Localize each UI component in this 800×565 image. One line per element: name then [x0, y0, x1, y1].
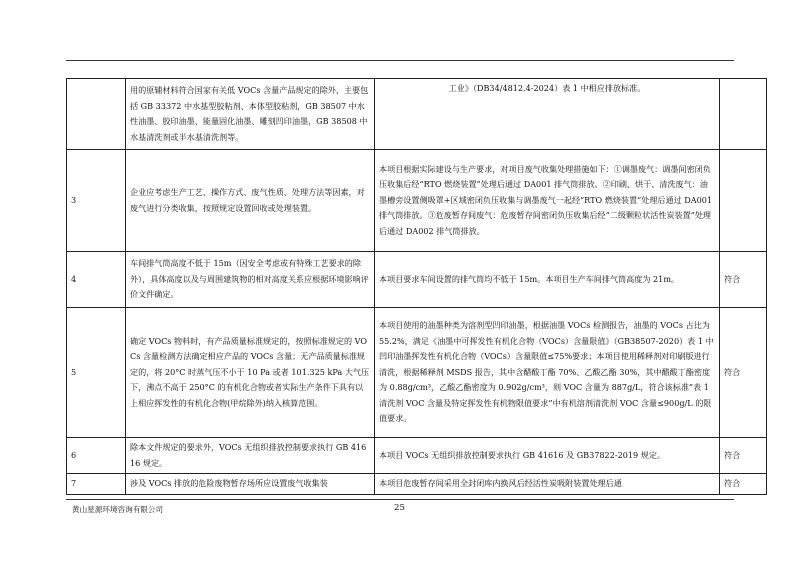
requirement-cell: 涉及 VOCs 排放的危险废物暂存场所应设置废气收集装 [126, 474, 375, 495]
requirement-cell: 企业应考虑生产工艺、操作方式、废气性质、处理方法等因素，对废气进行分类收集，按照规定设置回收或处理装置。 [126, 150, 375, 252]
requirement-cell: 车间排气筒高度不低于 15m（因安全考虑或有特殊工艺要求的除外），具体高度以及与周围建筑物的相对高度关系应根据环境影响评价文件确定。 [126, 252, 375, 308]
situation-cell: 本项目使用的油墨种类为溶剂型凹印油墨，根据油墨 VOCs 检测报告，油墨的 VOCs 占比为 55.2%，满足《油墨中可挥发性有机化合物（VOCs）含量限值》（GB38507-2020）表 1 中凹印油墨挥发性有机化合物（VOCs）含量限值≤75%要求；本项目使用稀释剂对印刷版进行清洗，根据稀释剂 MSDS 报告，其中含醋酸丁酯 70%、乙酸乙酯 30%，其中醋酸丁酯密度为 0.88g/cm³，乙酸乙酯密度为 0.902g/cm³，则 VOC 含量为 887g/L，符合该标准“表 1 清洗剂 VOC 含量及特定挥发性有机物限值要求”中有机溶剂清洗剂 VOC 含量≤900g/L 的限值要求。 [375, 308, 720, 438]
footer-company: 黄山星源环境咨询有限公司 [72, 505, 164, 514]
situation-cell: 本项目危废暂存间采用全封闭库内换风后经活性炭吸附装置处理后通 [375, 474, 720, 495]
table-row [67, 438, 767, 474]
row-number: 5 [67, 308, 126, 438]
table-row [67, 474, 767, 495]
result-cell: 符合 [720, 308, 767, 438]
row-number: 4 [67, 252, 126, 308]
table-row [67, 252, 767, 308]
situation-cell: 工业》（DB34/4812.4-2024）表 1 中相应排放标准。 [375, 79, 720, 150]
row-number: 6 [67, 438, 126, 474]
situation-cell: 本项目 VOCs 无组织排放控制要求执行 GB 41616 及 GB37822-2019 规定。 [375, 438, 720, 474]
requirement-cell: 除本文件规定的要求外，VOCs 无组织排放控制要求执行 GB 41616 规定。 [126, 438, 375, 474]
result-cell: 符合 [720, 474, 767, 495]
requirement-cell: 确定 VOCs 物料时，有产品质量标准规定的，按照标准规定的 VOCs 含量检测方法确定相应产品的 VOCs 含量；无产品质量标准规定的，将 20°C 时蒸气压不小于 10 Pa 或者 101.325 kPa 大气压下，沸点不高于 250°C 的有机化合物或者实际生产条件下具有以上相应挥发性的有机化合物(甲烷除外)纳入核算范围。 [126, 308, 375, 438]
table-row [67, 308, 767, 438]
result-cell [720, 150, 767, 252]
footer-rule [66, 499, 734, 500]
page-number: 25 [394, 503, 405, 513]
situation-cell: 本项目要求车间设置的排气筒均不低于 15m。本项目生产车间排气筒高度为 21m。 [375, 252, 720, 308]
table-row [67, 150, 767, 252]
table-row [67, 79, 767, 150]
row-number: 7 [67, 474, 126, 495]
situation-cell: 本项目根据实际建设与生产要求，对项目废气收集处理措施如下：①调墨废气：调墨间密闭负压收集后经“RTO 燃烧装置”处理后通过 DA001 排气筒排放。②印刷、烘干、清洗废气：油墨槽旁设置侧吸罩+区域密闭负压收集与调墨废气一起经“RTO 燃烧装置”处理后通过 DA001 排气筒排放。③危废暂存间废气：危废暂存间密闭负压收集后经“二级颗粒状活性炭装置”处理后通过 DA002 排气筒排放。 [375, 150, 720, 252]
result-cell: 符合 [720, 438, 767, 474]
header-rule [66, 60, 734, 61]
row-number [67, 79, 126, 150]
requirement-cell: 用的原辅材料符合国家有关低 VOCs 含量产品规定的除外，主要包括 GB 33372 中水基型胶粘剂、本体型胶粘剂，GB 38507 中水性油墨、胶印油墨、能量固化油墨、雕刻凹印油墨，GB 38508 中水基清洗剂或半水基清洗剂等。 [126, 79, 375, 150]
row-number: 3 [67, 150, 126, 252]
compliance-table [66, 78, 767, 495]
result-cell: 符合 [720, 252, 767, 308]
result-cell [720, 79, 767, 150]
